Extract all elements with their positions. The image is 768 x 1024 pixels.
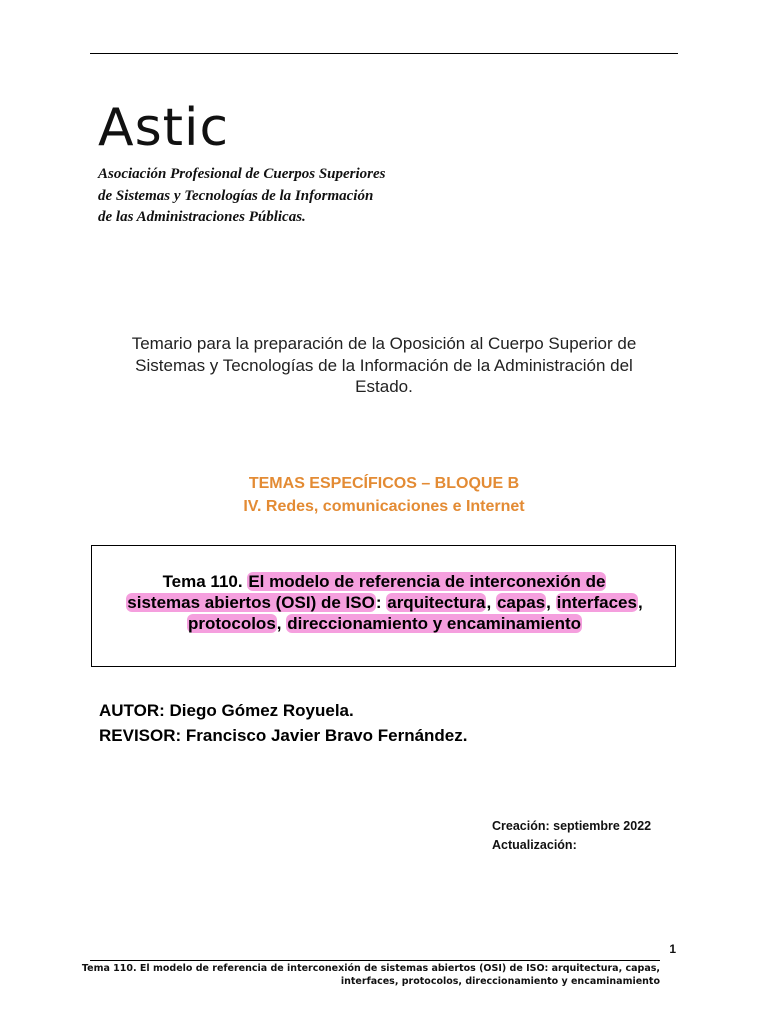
top-rule: [90, 53, 678, 54]
autor-name: Diego Gómez Royuela.: [169, 701, 354, 720]
temario-intro: [100, 333, 668, 398]
intro-line-2: Sistemas y Tecnologías de la Información de la Administración del: [135, 355, 633, 375]
tema-title-box: [91, 545, 676, 667]
astic-logo: Astic: [98, 98, 230, 158]
tema-highlight: direccionamiento y encaminamiento: [287, 614, 582, 633]
page-footer: [60, 962, 660, 988]
revisor-line: [99, 723, 467, 748]
footer-rule: [90, 960, 660, 961]
creation-date: Creación: septiembre 2022: [492, 819, 652, 833]
autor-label: AUTOR:: [99, 701, 165, 720]
tema-separator: ,: [276, 614, 282, 633]
intro-line-1: Temario para la preparación de la Oposición al Cuerpo Superior de: [131, 334, 637, 353]
tema-title: [92, 571, 677, 634]
tema-separator: ,: [486, 593, 492, 612]
association-line-3: de las Administraciones Públicas.: [98, 209, 306, 225]
footer-line-2: interfaces, protocolos, direccionamiento y encaminamiento: [340, 976, 660, 987]
page-number: 1: [669, 942, 676, 956]
revisor-label: REVISOR:: [99, 726, 182, 745]
tema-highlight: El modelo de referencia de interconexión de: [248, 572, 606, 591]
association-name: [98, 164, 386, 229]
association-line-2: de Sistemas y Tecnologías de la Información: [98, 187, 374, 204]
tema-highlight: arquitectura: [387, 593, 486, 612]
tema-line-1: [92, 571, 677, 592]
footer-line-1: Tema 110. El modelo de referencia de interconexión de sistemas abiertos (OSI) de ISO: arquitectura, capas,: [81, 963, 660, 974]
tema-separator: :: [375, 593, 382, 612]
intro-line-3: Estado.: [355, 377, 413, 396]
tema-line-2: [92, 592, 677, 613]
tema-highlight: capas: [496, 593, 546, 612]
tema-separator: ,: [546, 593, 551, 612]
update-date: Actualización:: [492, 838, 577, 852]
dates-block: [492, 817, 651, 855]
revisor-name: Francisco Javier Bravo Fernández.: [185, 726, 468, 745]
association-line-1: Asociación Profesional de Cuerpos Superiores: [98, 166, 386, 182]
bloque-subtitle: IV. Redes, comunicaciones e Internet: [243, 498, 525, 515]
tema-highlight: sistemas abiertos (OSI) de ISO: [127, 593, 375, 612]
autor-line: [99, 698, 467, 723]
bloque-heading: [100, 472, 668, 518]
tema-highlight: protocolos: [187, 614, 276, 633]
credits: [99, 698, 467, 748]
tema-separator: ,: [637, 593, 643, 612]
tema-highlight: interfaces: [556, 593, 637, 612]
bloque-title: TEMAS ESPECÍFICOS – BLOQUE B: [248, 475, 520, 492]
tema-prefix: Tema 110.: [162, 572, 243, 591]
tema-line-3: [92, 613, 677, 634]
